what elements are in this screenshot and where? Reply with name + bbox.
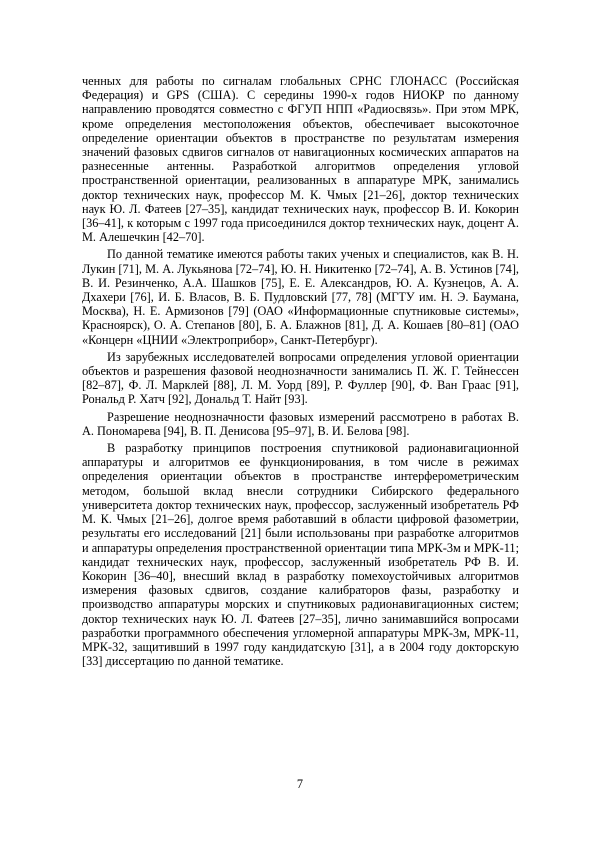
page-number: 7 (296, 777, 304, 791)
paragraph-3: Из зарубежных исследователей вопросами определения угловой ориентации объектов и разрешения фазовой неоднозначности занимались П. Ж. Г. Тейнессен [82–87], Ф. Л. Марклей [88], Л. М. Уорд [89], Р. Фуллер [90], Ф. Ван Граас [91], Рональд Р. Хатч [92], Дональд Т. Найт [93]. (82, 349, 519, 407)
paragraph-4: Разрешение неоднозначности фазовых измерений рассмотрено в работах В. А. Пономарева [94], В. П. Денисова [95–97], В. И. Белова [98]. (82, 409, 519, 438)
body-text (82, 74, 519, 671)
paragraph-2: По данной тематике имеются работы таких ученых и специалистов, как В. Н. Лукин [71], М. А. Лукьянова [72–74], Ю. Н. Никитенко [72–74], А. В. Устинов [74], В. И. Резинченко, А.А. Шашков [75], Е. Е. Александров, Ю. А. Кузнецов, А. А. Дхахери [76], И. Б. Власов, В. Б. Пудловский [77, 78] (МГТУ им. Н. Э. Баумана, Москва), Н. Е. Армизонов [79] (ОАО «Информационные спутниковые системы», Красноярск), О. А. Степанов [80], Б. А. Блажнов [81], Д. А. Кошаев [80–81] (ОАО «Концерн «ЦНИИ «Электроприбор», Санкт-Петербург). (82, 247, 519, 347)
paragraph-5: В разработку принципов построения спутниковой радионавигационной аппаратуры и алгоритмов ее функционирования, в том числе в режимах определения ориентации объектов в пространстве интерферометрическим методом, большой вклад внесли сотрудники Сибирского федерального университета доктор технических наук, профессор, заслуженный изобретатель РФ М. К. Чмых [21–26], долгое время работавший в области цифровой фазометрии, результаты его исследований [21] были использованы при разработке алгоритмов и аппаратуры определения пространственной ориентации типа МРК-3м и МРК-11; кандидат технических наук, профессор, заслуженный изобретатель РФ В. И. Кокорин [36–40], внесший вклад в разработку помехоустойчивых алгоритмов измерения фазовых сдвигов, создание калибраторов фазы, разработку и производство аппаратуры морских и спутниковых радионавигационных систем; доктор технических наук Ю. Л. Фатеев [27–35], лично занимавшийся вопросами разработки программного обеспечения угломерной аппаратуры МРК-3м, МРК-11, МРК-32, защитивший в 1997 году кандидатскую [31], а в 2004 году докторскую [33] диссертацию по данной тематике. (82, 441, 519, 669)
paragraph-1: ченных для работы по сигналам глобальных СРНС ГЛОНАСС (Российская Федерация) и GPS (США). С середины 1990-х годов НИОКР по данному направлению проводятся совместно с ФГУП НПП «Радиосвязь». При этом МРК, кроме определения местоположения объектов, обеспечивает высокоточное определение ориентации объектов в пространстве по результатам измерения значений фазовых сдвигов сигналов от навигационных космических аппаратов на разнесенные антенны. Разработкой алгоритмов определения угловой пространственной ориентации, реализованных в аппаратуре МРК, занимались доктор технических наук, профессор М. К. Чмых [21–26], доктор технических наук Ю. Л. Фатеев [27–35], кандидат технических наук, профессор В. И. Кокорин [36–41], к которым с 1997 года присоединился доктор технических наук, доцент А. М. Алешечкин [42–70]. (82, 74, 519, 245)
